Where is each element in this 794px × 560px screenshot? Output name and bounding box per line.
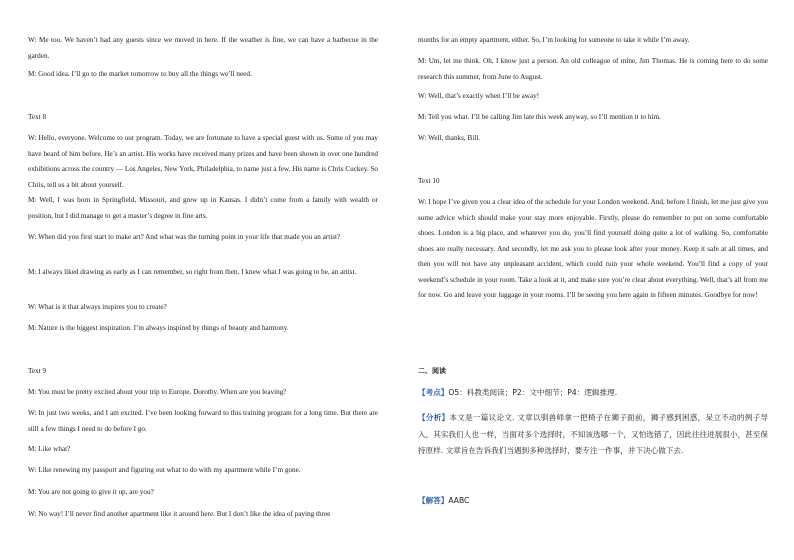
text10-heading: Text 10 [418, 177, 440, 185]
text8-heading: Text 8 [28, 113, 47, 121]
jieda-paragraph [418, 493, 768, 510]
dialogue-paragraph: W: In just two weeks, and I am excited. I’ve been looking forward to this training program for a long time. But there are still a few things I need to do before I go. [28, 409, 378, 433]
dialogue-paragraph: M: You must be pretty excited about your trip to Europe, Dorothy. When are you leaving? [28, 388, 287, 396]
left-column [28, 0, 378, 560]
jieda-text: AABC [448, 496, 470, 505]
dialogue-paragraph: M: You are not going to give it up, are you? [28, 488, 154, 496]
monologue-paragraph: W: I hope I’ve given you a clear idea of the schedule for your London weekend. And, before I finish, let me just give you some advice which should make your stay more enjoyable. Firstly, please do remember to put on some comfortable shoes. London is a big place, and whatever you do, you’ll find yourself doing quite a lot of walking. So, comfortable shoes are really necessary. And secondly, let me ask you to please look after your money. Keep it safe at all times, and then you will not have any unpleasant accident, which could ruin your whole weekend. You’ll find a copy of your weekend’s schedule in your room. Take a look at it, and make sure you’re clear about everything. Well, that’s all from me for now. Go and leave your luggage in your rooms. I’ll be seeing you here again in fifteen minutes. Goodbye for now! [418, 198, 768, 299]
section-title: 二、阅读 [418, 367, 446, 375]
dialogue-paragraph: months for an empty apartment, either. So, I’m looking for someone to take it while I’m away. [418, 36, 690, 44]
text9-heading: Text 9 [28, 367, 47, 375]
dialogue-paragraph: M: Like what? [28, 445, 71, 453]
dialogue-paragraph: W: Well, that’s exactly when I’ll be away! [418, 92, 540, 100]
dialogue-paragraph: W: No way! I’ll never find another apartment like it around here. But I don’t like the idea of paying three [28, 510, 331, 518]
fenxi-paragraph [418, 410, 768, 460]
kaodian-text: O5：科教类阅读；P2：文中细节；P4：逻辑推理. [448, 388, 618, 397]
jieda-tag: 【解答】 [418, 496, 449, 505]
fenxi-text: 本文是一篇议论文. 文章以驯兽师拿一把椅子在狮子面前，狮子感到困惑，呆立不动的例子导入，其实我们人也一样，当面对多个选择时，不知该选哪一个，又怕选错了，因此往往进展很小，甚至保持原样. 文章旨在告诉我们当遇到多种选择时，要专注一件事，并下决心做下去. [418, 413, 769, 455]
dialogue-paragraph: M: I always liked drawing as early as I can remember, so right from then, I knew what I was going to be, an artist. [28, 268, 357, 276]
fenxi-tag: 【分析】 [418, 413, 450, 422]
dialogue-paragraph: W: Me too. We haven’t had any guests since we moved in here. If the weather is fine, we can have a barbecue in the garden. [28, 36, 378, 60]
kaodian-tag: 【考点】 [418, 388, 449, 397]
dialogue-paragraph: M: Tell you what. I’ll be calling Jim late this week anyway, so I’ll mention it to him. [418, 113, 661, 121]
dialogue-paragraph: W: What is it that always inspires you to create? [28, 303, 167, 311]
dialogue-paragraph: W: Hello, everyone. Welcome to our program. Today, we are fortunate to have a special guest with us. Some of you may have heard of him before. He’s an artist. His works have received many prizes and have been shown in over one hundred exhibitions across the country — Los Angeles, New York, Philadelphia, to name just a few. His name is Chris Cuckey. So Chris, tell us a bit about yourself. [28, 134, 379, 189]
dialogue-paragraph: M: Nature is the biggest inspiration. I’m always inspired by things of beauty and harmony. [28, 324, 289, 332]
dialogue-paragraph: M: Um, let me think. Oh, I know just a person. An old colleague of mine, Jim Thomas. He is coming here to do some research this summer, from June to August. [418, 57, 768, 81]
dialogue-paragraph: W: Like renewing my passport and figuring out what to do with my apartment while I’m gone. [28, 466, 301, 474]
dialogue-paragraph: W: Well, thanks, Bill. [418, 134, 481, 142]
dialogue-paragraph: M: Well, I was born in Springfield, Missouri, and grew up in Kansas. I didn’t come from a family with wealth or position, but I did manage to get a master’s degree in fine arts. [28, 196, 378, 220]
dialogue-paragraph: M: Good idea. I’ll go to the market tomorrow to buy all the things we’ll need. [28, 70, 252, 78]
kaodian-paragraph [418, 385, 768, 402]
right-column [418, 0, 768, 560]
dialogue-paragraph: W: When did you first start to make art? And what was the turning point in your life that made you an artist? [28, 233, 341, 241]
